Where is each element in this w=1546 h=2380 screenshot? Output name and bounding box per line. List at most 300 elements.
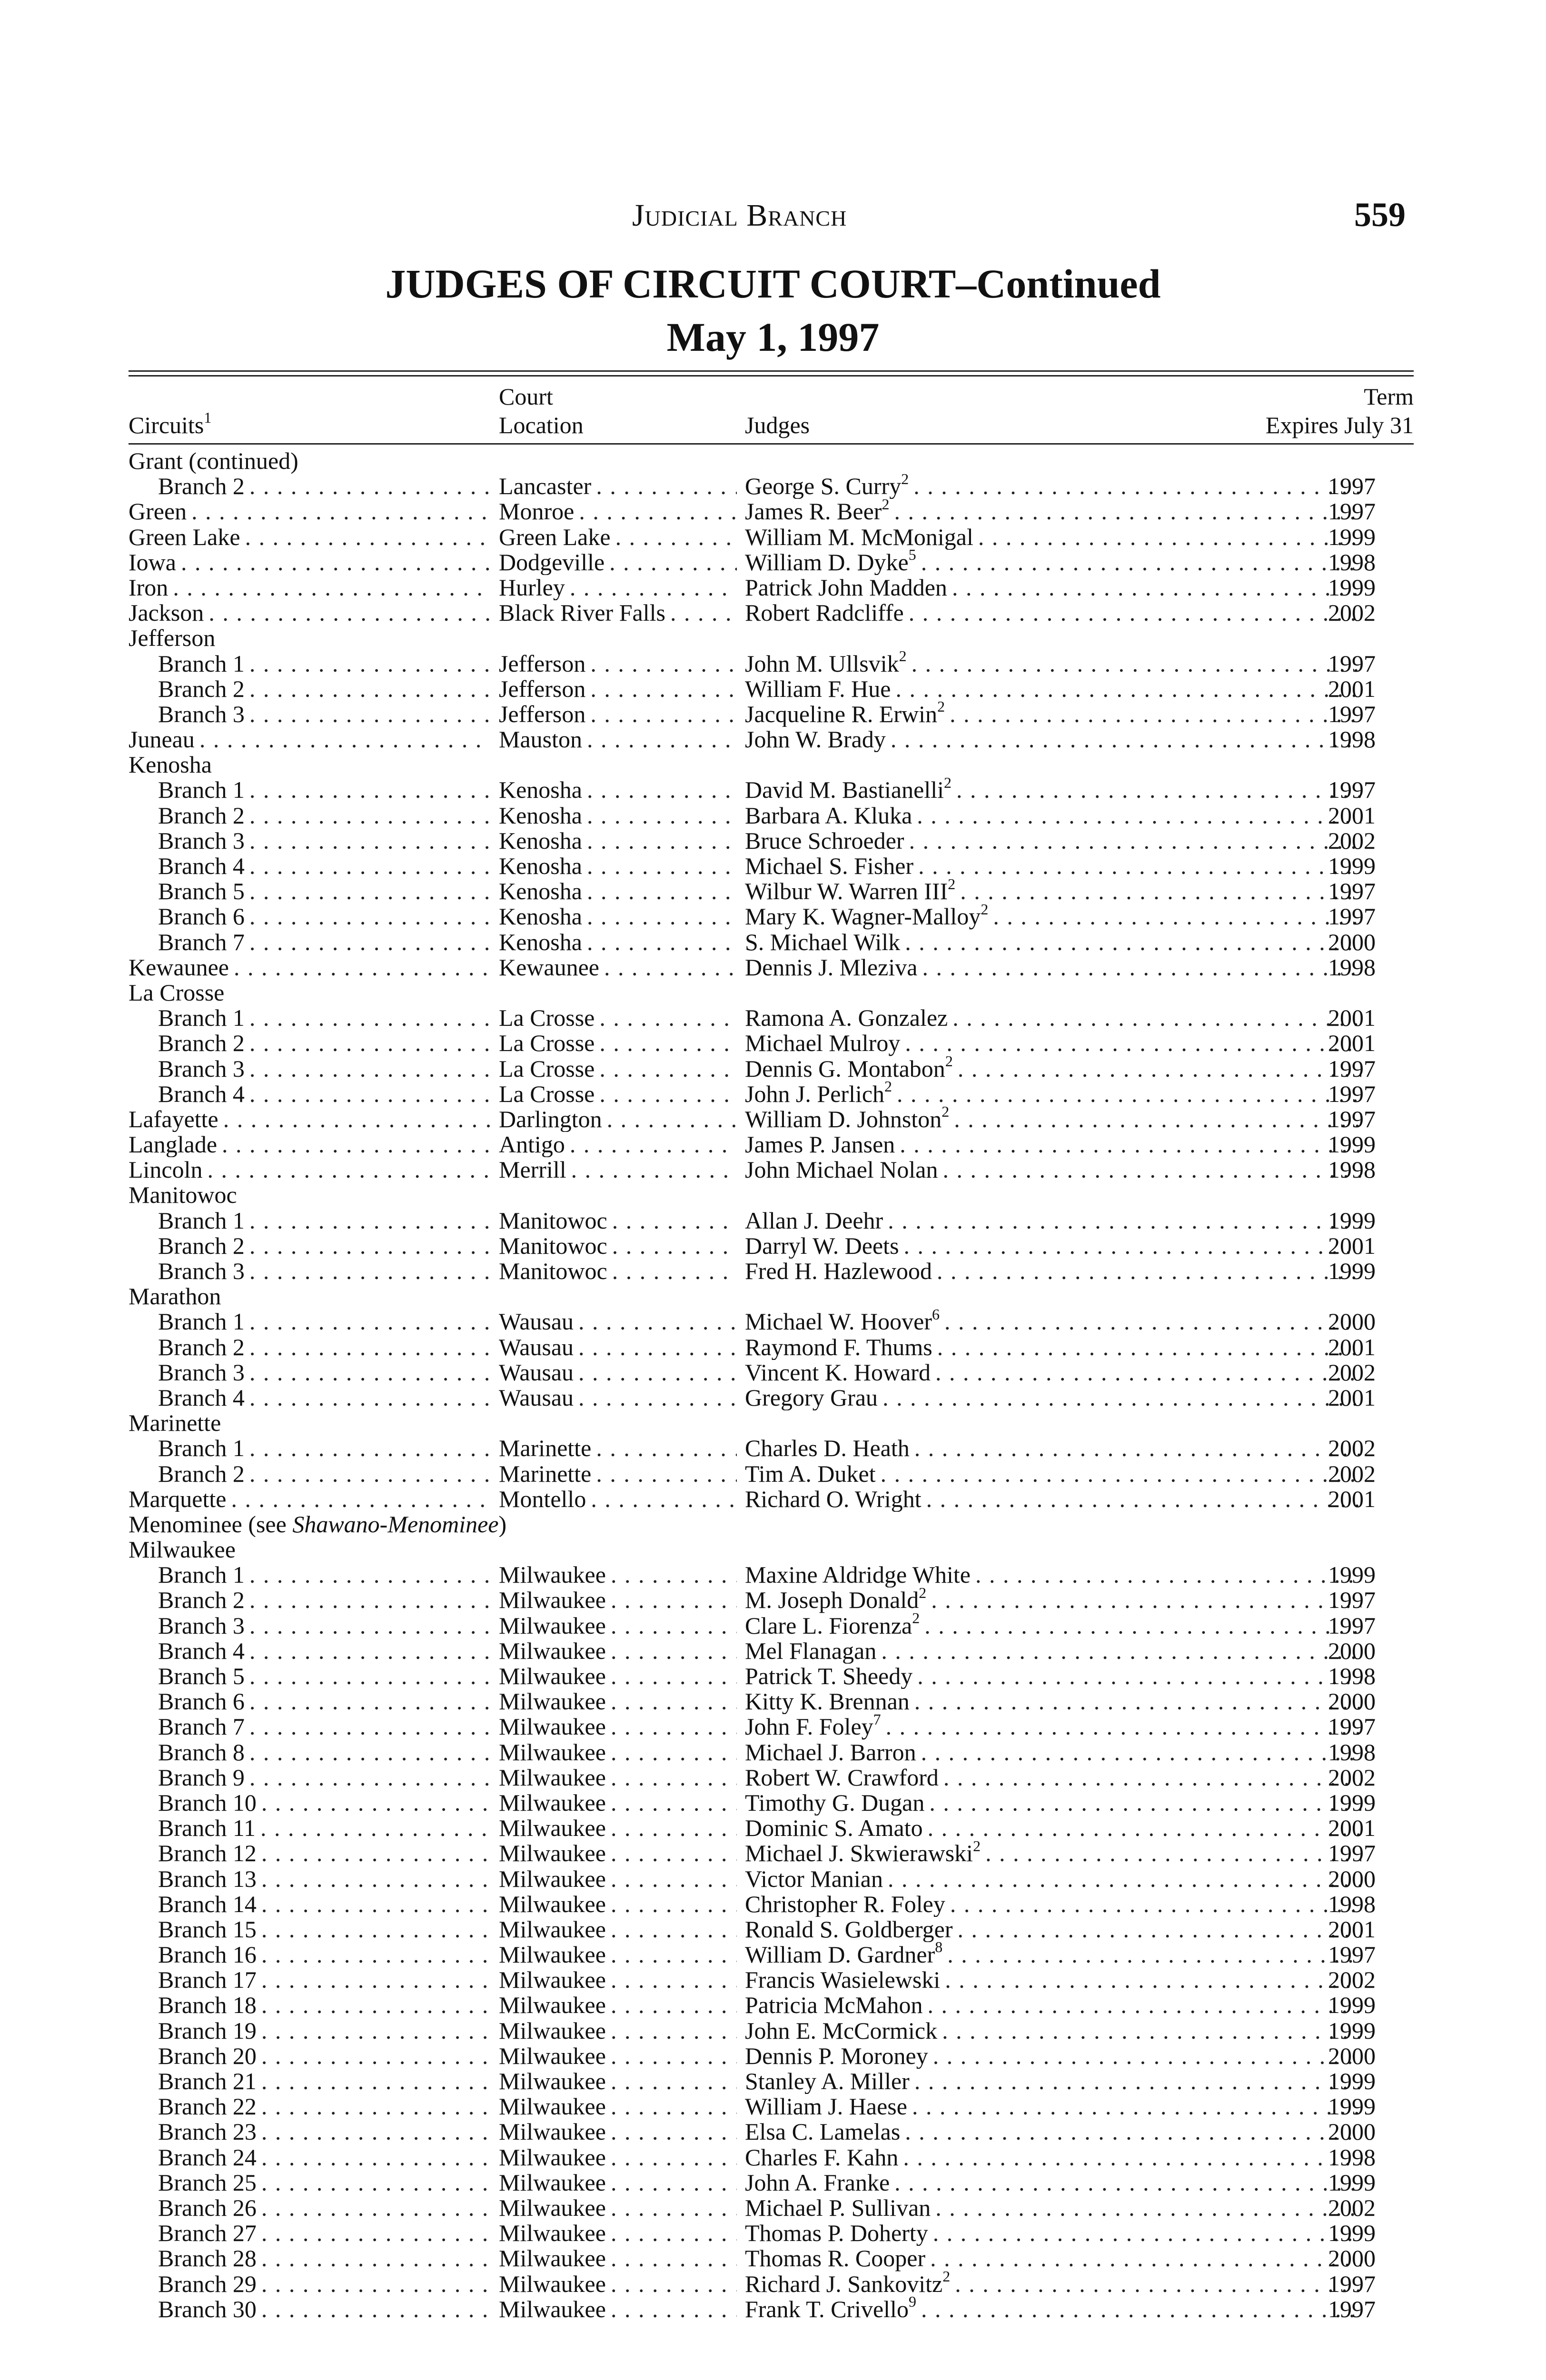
table-row — [129, 1385, 1414, 1410]
judge-name-wrap — [745, 904, 993, 929]
circuit-name: Branch 2 — [158, 803, 245, 828]
table-row — [129, 2170, 1414, 2195]
footnote-ref: 2 — [884, 1081, 892, 1095]
circuit-cell — [158, 1385, 490, 1410]
judge-name-wrap — [745, 525, 978, 550]
cross-reference — [129, 1512, 795, 1537]
judge-name-wrap — [745, 1917, 958, 1942]
footnote-ref: 2 — [899, 651, 907, 664]
circuit-cell — [129, 525, 490, 550]
table-row — [129, 1613, 1414, 1638]
circuit-name: Branch 22 — [158, 2094, 257, 2120]
circuit-cell — [158, 930, 490, 955]
dot-leader — [249, 1259, 490, 1284]
location-cell — [499, 1892, 737, 1917]
dot-leader — [587, 803, 737, 828]
judge-name: Darryl W. Deets — [745, 1233, 899, 1259]
location-cell — [499, 1967, 737, 1993]
circuit-name: Branch 4 — [158, 1385, 245, 1411]
term-expires: 2000 — [1328, 929, 1376, 955]
circuit-cell — [129, 1107, 490, 1132]
location-cell — [499, 1487, 737, 1512]
circuit-cell — [158, 777, 490, 803]
circuit-cell — [158, 1790, 490, 1815]
dot-leader — [599, 1005, 737, 1031]
location-cell — [499, 1360, 737, 1385]
dot-leader — [208, 1157, 490, 1182]
dot-leader — [611, 1790, 737, 1815]
judge-cell — [745, 2018, 1361, 2043]
location-cell — [499, 2145, 737, 2170]
circuit-cell — [158, 1360, 490, 1385]
judge-name-wrap — [745, 1157, 942, 1182]
dot-leader — [611, 1815, 737, 1841]
judge-name: Dennis J. Mleziva — [745, 954, 918, 980]
judge-name-wrap — [745, 2094, 912, 2119]
dot-leader — [261, 2195, 490, 2221]
judge-cell — [745, 651, 1361, 676]
circuit-name: Branch 14 — [158, 1891, 257, 1917]
judge-name-wrap — [745, 2195, 935, 2221]
judge-name-wrap — [745, 1259, 937, 1284]
judge-name: Mary K. Wagner-Malloy — [745, 904, 981, 930]
judge-name: Stanley A. Miller — [745, 2069, 910, 2094]
location-cell — [499, 1942, 737, 1967]
dot-leader — [596, 474, 737, 499]
term-expires: 1997 — [1328, 1081, 1376, 1107]
dot-leader — [599, 1081, 737, 1107]
footnote-ref: 7 — [873, 1714, 881, 1728]
dot-leader — [249, 1309, 490, 1334]
judge-name-wrap — [745, 727, 891, 752]
circuit-cell — [158, 1841, 490, 1866]
term-expires: 2001 — [1328, 1815, 1376, 1841]
dot-leader — [249, 1689, 490, 1714]
court-location: Milwaukee — [499, 1790, 606, 1816]
location-cell — [499, 1309, 737, 1334]
court-location: Black River Falls — [499, 600, 665, 626]
judge-name: John J. Perlich — [745, 1081, 885, 1107]
dot-leader — [261, 2221, 490, 2246]
dot-leader — [249, 1765, 490, 1790]
circuit-cell — [158, 879, 490, 904]
dot-leader — [208, 600, 490, 625]
circuit-name: Branch 6 — [158, 904, 245, 930]
judge-cell — [745, 575, 1361, 600]
dot-leader — [261, 2271, 490, 2297]
table-row — [129, 1208, 1414, 1233]
court-location: Manitowoc — [499, 1259, 607, 1284]
court-location: Jefferson — [499, 651, 586, 676]
dot-leader — [587, 853, 737, 879]
circuit-name: Green — [129, 499, 187, 525]
dot-leader — [249, 853, 490, 879]
judge-cell — [745, 1562, 1361, 1587]
judge-name-wrap — [745, 1841, 985, 1866]
cross-reference-row — [129, 1512, 1414, 1537]
court-location: La Crosse — [499, 1056, 595, 1081]
circuit-cell — [158, 1664, 490, 1689]
judge-cell — [745, 474, 1361, 499]
dot-leader — [223, 1107, 490, 1132]
circuit-cell — [158, 474, 490, 499]
location-cell — [499, 727, 737, 752]
circuit-name: Branch 27 — [158, 2221, 257, 2246]
judge-name-wrap — [745, 1714, 886, 1739]
judge-name: John A. Franke — [745, 2170, 890, 2195]
term-expires: 1999 — [1328, 524, 1376, 550]
judge-name: Clare L. Fiorenza — [745, 1613, 912, 1638]
term-expires: 2001 — [1328, 1233, 1376, 1259]
table-row — [129, 600, 1414, 625]
judge-cell — [745, 1081, 1361, 1107]
footnote-ref: 2 — [948, 879, 956, 892]
judge-cell — [745, 1664, 1361, 1689]
term-expires: 1997 — [1328, 1056, 1376, 1081]
judge-name: Robert W. Crawford — [745, 1765, 939, 1790]
column-header-circuits — [129, 411, 211, 439]
judge-cell — [745, 550, 1361, 575]
dot-leader — [587, 727, 737, 752]
circuit-name: Branch 26 — [158, 2195, 257, 2221]
location-cell — [499, 702, 737, 727]
judge-name: Jacqueline R. Erwin — [745, 701, 938, 727]
judge-cell — [745, 1208, 1361, 1233]
term-expires: 1997 — [1328, 1841, 1376, 1866]
location-cell — [499, 600, 737, 625]
term-expires: 2000 — [1328, 2246, 1376, 2271]
judge-name-wrap — [745, 1967, 945, 1993]
judge-cell — [745, 1107, 1361, 1132]
circuit-group-row — [129, 1410, 1414, 1436]
judge-name: John E. McCormick — [745, 2018, 938, 2043]
judge-cell — [745, 2043, 1361, 2069]
court-location: Kenosha — [499, 828, 582, 854]
table-row — [129, 1587, 1414, 1613]
judge-name-wrap — [745, 1892, 950, 1917]
judge-cell — [745, 2069, 1361, 2094]
location-cell — [499, 525, 737, 550]
judge-cell — [745, 2221, 1361, 2246]
circuit-cell — [129, 575, 490, 600]
dot-leader — [249, 1081, 490, 1107]
judge-name: Michael J. Skwierawski — [745, 1841, 973, 1866]
judge-cell — [745, 676, 1361, 702]
judge-cell — [745, 1765, 1361, 1790]
term-expires: 2001 — [1328, 1916, 1376, 1943]
location-cell — [499, 1638, 737, 1664]
judge-name: Patricia McMahon — [745, 1993, 923, 2018]
circuit-name: Branch 3 — [158, 1359, 245, 1385]
judge-name-wrap — [745, 2119, 905, 2144]
dot-leader — [249, 1335, 490, 1360]
dot-leader — [611, 1562, 737, 1587]
circuit-cell — [158, 2195, 490, 2221]
table-row — [129, 1765, 1414, 1790]
judge-name: Mel Flanagan — [745, 1638, 877, 1664]
dot-leader — [587, 930, 737, 955]
table-row — [129, 525, 1414, 550]
judge-name: Elsa C. Lamelas — [745, 2119, 901, 2145]
dot-leader — [611, 1765, 737, 1790]
circuit-cell — [129, 955, 490, 980]
dot-leader — [261, 2246, 490, 2271]
judge-cell — [745, 1967, 1361, 1993]
judge-name: M. Joseph Donald — [745, 1587, 919, 1613]
judge-name-wrap — [745, 1436, 914, 1461]
table-row — [129, 1993, 1414, 2018]
table-row — [129, 2271, 1414, 2297]
judges-table — [129, 370, 1414, 2322]
dot-leader — [249, 474, 490, 499]
location-cell — [499, 2271, 737, 2297]
dot-leader — [261, 2018, 490, 2043]
term-expires: 1997 — [1328, 651, 1376, 676]
location-cell — [499, 1157, 737, 1182]
judge-name: Tim A. Duket — [745, 1461, 876, 1487]
dot-leader — [249, 1638, 490, 1664]
judge-name-wrap — [745, 2145, 903, 2170]
dot-leader — [249, 777, 490, 803]
dot-leader — [611, 2221, 737, 2246]
judge-cell — [745, 1993, 1361, 2018]
dot-leader — [611, 1942, 737, 1967]
judge-cell — [745, 803, 1361, 828]
column-header-court-line2: Location — [499, 412, 584, 438]
footnote-ref: 8 — [935, 1942, 943, 1956]
court-location: Milwaukee — [499, 1967, 606, 1993]
table-row — [129, 1892, 1414, 1917]
location-cell — [499, 1917, 737, 1942]
table-row — [129, 499, 1414, 524]
circuit-name: Branch 4 — [158, 1638, 245, 1664]
judge-cell — [745, 853, 1361, 879]
judge-name-wrap — [745, 1056, 958, 1081]
dot-leader — [249, 1562, 490, 1587]
court-location: Mauston — [499, 727, 582, 753]
court-location: Kenosha — [499, 853, 582, 879]
footnote-ref: 2 — [944, 777, 951, 791]
judge-name-wrap — [745, 575, 952, 600]
term-expires: 1998 — [1328, 549, 1376, 575]
circuit-cell — [129, 600, 490, 625]
dot-leader — [249, 930, 490, 955]
judge-cell — [745, 1841, 1361, 1866]
location-cell — [499, 1765, 737, 1790]
circuit-name: Branch 3 — [158, 1056, 245, 1081]
judge-cell — [745, 1917, 1361, 1942]
circuit-group-row — [129, 625, 1414, 651]
dot-leader — [611, 1714, 737, 1739]
dot-leader — [571, 1157, 737, 1182]
circuit-name: Langlade — [129, 1132, 218, 1158]
court-location: Milwaukee — [499, 2043, 606, 2069]
dot-leader — [249, 651, 490, 676]
table-row — [129, 1942, 1414, 1967]
judge-cell — [745, 727, 1361, 752]
table-row — [129, 2195, 1414, 2221]
circuit-cell — [158, 1765, 490, 1790]
table-row — [129, 777, 1414, 803]
term-expires: 1998 — [1328, 1891, 1376, 1917]
circuit-name: Kewaunee — [129, 954, 229, 980]
table-row — [129, 651, 1414, 676]
court-location: Dodgeville — [499, 549, 605, 575]
circuit-name: Branch 7 — [158, 1714, 245, 1740]
dot-leader — [191, 499, 490, 524]
table-row — [129, 1157, 1414, 1182]
judge-cell — [745, 1866, 1361, 1892]
judge-name-wrap — [745, 1031, 905, 1056]
circuit-group-label: Manitowoc — [129, 1182, 237, 1208]
circuit-name: Branch 3 — [158, 1613, 245, 1638]
circuit-name: Branch 2 — [158, 1334, 245, 1360]
judge-name: Dennis G. Montabon — [745, 1056, 945, 1081]
dot-leader — [578, 1309, 737, 1334]
judge-name-wrap — [745, 930, 905, 955]
dot-leader — [611, 1689, 737, 1714]
judge-cell — [745, 904, 1361, 929]
judge-name: Michael Mulroy — [745, 1031, 901, 1056]
term-expires: 1999 — [1328, 1562, 1376, 1588]
court-location: Jefferson — [499, 701, 586, 727]
judge-cell — [745, 1815, 1361, 1841]
court-location: Milwaukee — [499, 2296, 606, 2322]
court-location: Milwaukee — [499, 1841, 606, 1866]
circuit-cell — [158, 1031, 490, 1056]
circuit-name: Branch 5 — [158, 879, 245, 904]
term-expires: 1997 — [1328, 879, 1376, 904]
dot-leader — [611, 2297, 737, 2322]
term-expires: 2002 — [1328, 1436, 1376, 1461]
dot-leader — [591, 1487, 737, 1512]
dot-leader — [261, 2297, 490, 2322]
dot-leader — [261, 1892, 490, 1917]
term-expires: 1997 — [1328, 1714, 1376, 1740]
term-expires: 2000 — [1328, 1866, 1376, 1892]
table-row — [129, 1917, 1414, 1942]
circuit-name: Branch 2 — [158, 1031, 245, 1056]
footnote-ref: 2 — [941, 1106, 950, 1121]
location-cell — [499, 1056, 737, 1081]
term-expires: 1998 — [1328, 1157, 1376, 1183]
judge-name: Michael J. Barron — [745, 1739, 916, 1765]
judge-name: Victor Manian — [745, 1866, 883, 1892]
court-location: Merrill — [499, 1157, 566, 1183]
circuit-cell — [158, 1689, 490, 1714]
location-cell — [499, 2119, 737, 2144]
judge-name-wrap — [745, 651, 912, 676]
court-location: Kenosha — [499, 803, 582, 828]
circuit-cell — [158, 1259, 490, 1284]
term-expires: 2001 — [1328, 803, 1376, 828]
judge-name-wrap — [745, 1005, 952, 1031]
term-expires: 2002 — [1328, 1765, 1376, 1790]
circuit-name: Branch 16 — [158, 1942, 257, 1968]
judge-name-wrap — [745, 1638, 881, 1664]
circuit-group-label: Jefferson — [129, 625, 216, 651]
judge-name-wrap — [745, 1233, 904, 1259]
dot-leader — [611, 2069, 737, 2094]
term-expires: 2001 — [1328, 1031, 1376, 1056]
circuit-name: Branch 24 — [158, 2144, 257, 2170]
judge-name-wrap — [745, 1461, 881, 1487]
judge-cell — [745, 1740, 1361, 1765]
location-cell — [499, 1587, 737, 1613]
circuit-name: Branch 15 — [158, 1916, 257, 1943]
court-location: Milwaukee — [499, 2246, 606, 2271]
term-expires: 1997 — [1328, 904, 1376, 930]
location-cell — [499, 1740, 737, 1765]
judge-cell — [745, 1689, 1361, 1714]
judge-name-wrap — [745, 2170, 894, 2195]
footnote-ref: 2 — [942, 2271, 951, 2285]
circuit-name: Branch 8 — [158, 1739, 245, 1765]
judge-cell — [745, 1157, 1361, 1182]
judge-name-wrap — [745, 600, 909, 625]
dot-leader — [590, 651, 737, 676]
dot-leader — [261, 2043, 490, 2069]
dot-leader — [670, 600, 737, 625]
dot-leader — [261, 1841, 490, 1866]
judge-name: Michael P. Sullivan — [745, 2195, 931, 2221]
judge-name-wrap — [745, 828, 909, 853]
circuit-name: Branch 3 — [158, 1259, 245, 1284]
location-cell — [499, 930, 737, 955]
circuit-name: Branch 9 — [158, 1765, 245, 1790]
dot-leader — [261, 1942, 490, 1967]
dot-leader — [611, 1917, 737, 1942]
dot-leader — [173, 575, 490, 600]
judge-name: Patrick John Madden — [745, 575, 947, 601]
circuit-name: Branch 1 — [158, 1309, 245, 1335]
table-row — [129, 2246, 1414, 2271]
judge-name-wrap — [745, 1132, 900, 1157]
judge-name: Michael W. Hoover — [745, 1309, 932, 1335]
footnote-ref: 1 — [204, 409, 212, 426]
court-location: Montello — [499, 1486, 586, 1512]
table-row — [129, 1259, 1414, 1284]
circuit-cell — [158, 1335, 490, 1360]
circuit-cell — [158, 1056, 490, 1081]
circuit-name: Jackson — [129, 600, 204, 626]
circuit-cell — [158, 1562, 490, 1587]
location-cell — [499, 1613, 737, 1638]
location-cell — [499, 879, 737, 904]
dot-leader — [611, 2145, 737, 2170]
location-cell — [499, 1259, 737, 1284]
circuit-cell — [158, 2145, 490, 2170]
dot-leader — [587, 904, 737, 929]
circuit-cell — [129, 727, 490, 752]
judge-name-wrap — [745, 853, 918, 879]
location-cell — [499, 1132, 737, 1157]
court-location: Milwaukee — [499, 1638, 606, 1664]
location-cell — [499, 1790, 737, 1815]
cross-reference-label: Menominee (see — [129, 1511, 293, 1537]
judge-name: Allan J. Deehr — [745, 1208, 883, 1233]
footnote-ref: 2 — [882, 499, 890, 513]
judge-name: Kitty K. Brennan — [745, 1689, 910, 1715]
location-cell — [499, 1081, 737, 1107]
table-body — [129, 445, 1414, 2322]
circuit-name: Branch 4 — [158, 1081, 245, 1107]
judge-name: William D. Gardner — [745, 1942, 935, 1968]
judge-cell — [745, 2297, 1361, 2322]
term-expires: 2002 — [1328, 828, 1376, 854]
judge-cell — [745, 1942, 1361, 1967]
judge-name: Christopher R. Foley — [745, 1891, 945, 1917]
